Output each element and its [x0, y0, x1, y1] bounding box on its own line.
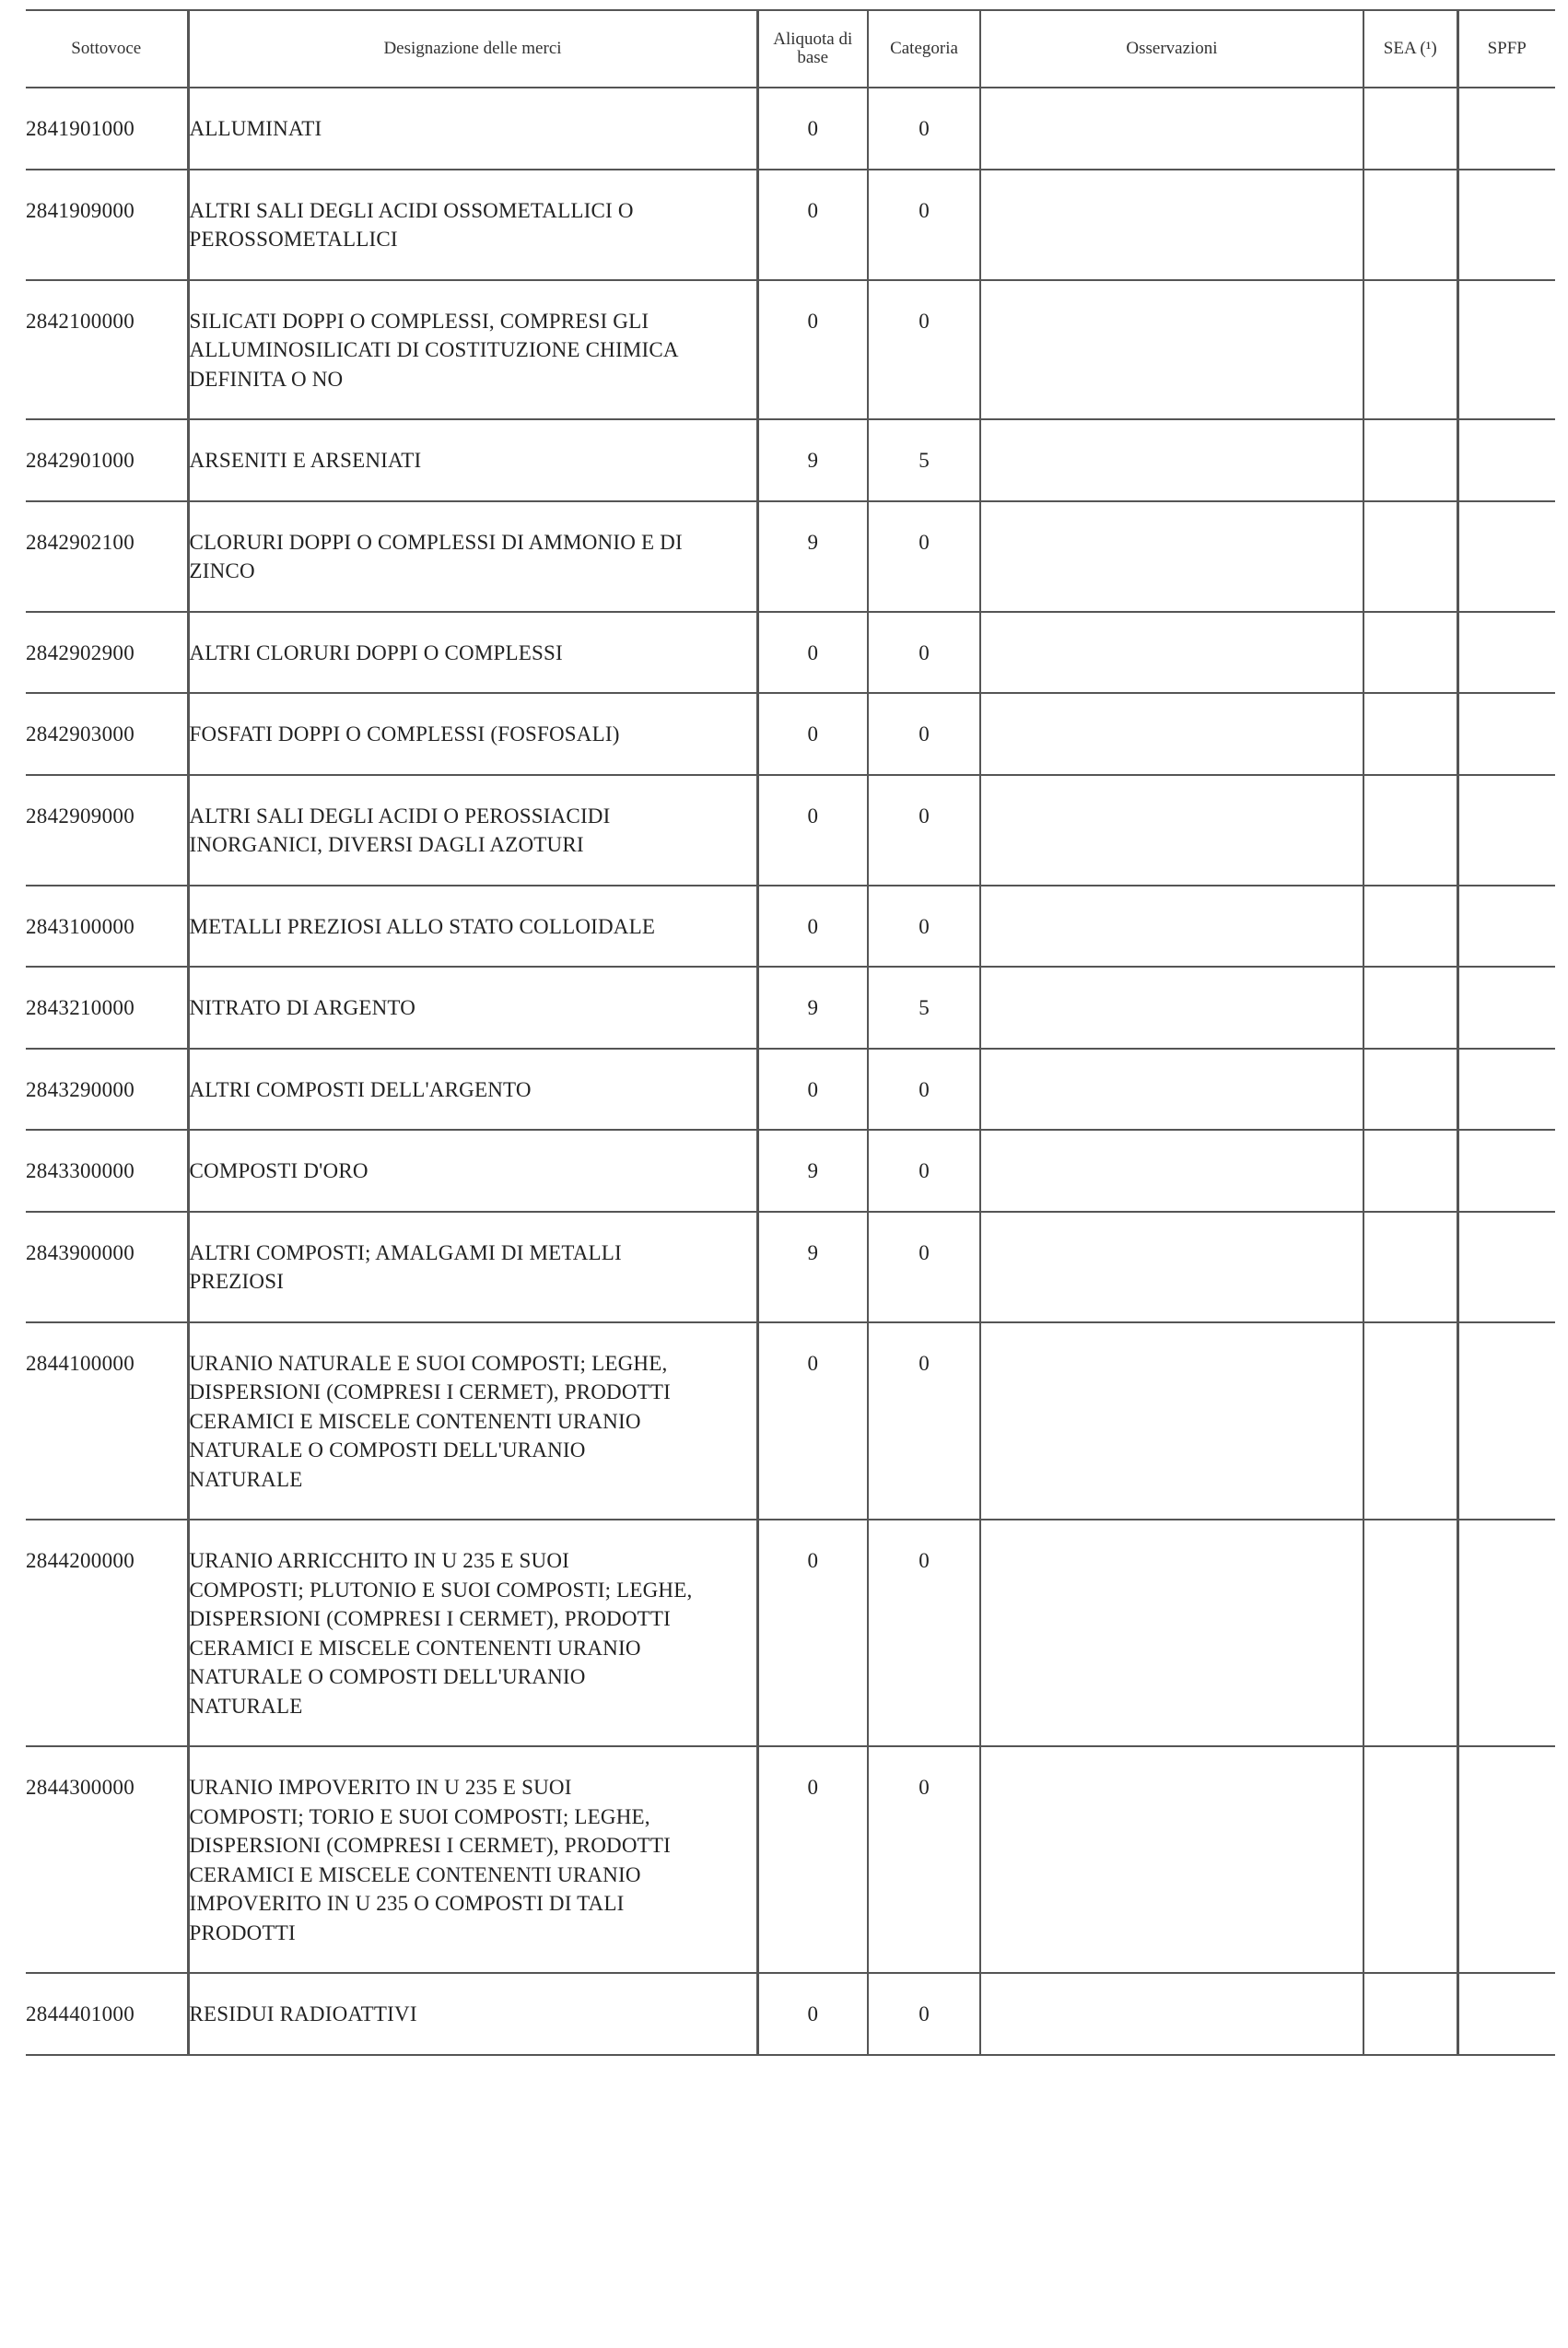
- cell-designazione: [188, 1520, 757, 1746]
- cell-aliquota: 0: [757, 170, 868, 280]
- cell-categoria: 5: [868, 419, 980, 501]
- cell-sottovoce: 2841909000: [26, 170, 188, 280]
- cell-sottovoce: 2844300000: [26, 1746, 188, 1973]
- cell-sea: [1363, 1520, 1457, 1746]
- cell-aliquota: 0: [757, 280, 868, 420]
- designazione-line: FOSFATI DOPPI O COMPLESSI (FOSFOSALI): [189, 722, 620, 745]
- cell-spfp: [1457, 1049, 1555, 1131]
- cell-spfp: [1457, 1520, 1555, 1746]
- cell-designazione: [188, 1973, 757, 2055]
- cell-osservazioni: [980, 1212, 1363, 1322]
- cell-categoria: 0: [868, 693, 980, 775]
- designazione-line: NATURALE: [189, 1467, 303, 1491]
- cell-sea: [1363, 1130, 1457, 1212]
- cell-designazione: [188, 280, 757, 420]
- table-row: [26, 170, 1555, 280]
- cell-sottovoce: 2843100000: [26, 886, 188, 968]
- cell-aliquota: 9: [757, 501, 868, 612]
- cell-osservazioni: [980, 170, 1363, 280]
- designazione-line: ARSENITI E ARSENIATI: [189, 449, 422, 472]
- cell-categoria: 0: [868, 1130, 980, 1212]
- cell-designazione: [188, 1746, 757, 1973]
- cell-categoria: 0: [868, 88, 980, 170]
- cell-designazione: [188, 1212, 757, 1322]
- designazione-line: METALLI PREZIOSI ALLO STATO COLLOIDALE: [189, 914, 656, 938]
- cell-spfp: [1457, 419, 1555, 501]
- cell-sea: [1363, 1322, 1457, 1520]
- cell-designazione: [188, 88, 757, 170]
- cell-aliquota: 0: [757, 612, 868, 694]
- cell-categoria: 0: [868, 1973, 980, 2055]
- cell-sea: [1363, 693, 1457, 775]
- header-aliquota-line1: Aliquota di: [773, 29, 853, 49]
- table-row: [26, 1973, 1555, 2055]
- header-spfp: SPFP: [1457, 10, 1555, 88]
- cell-designazione: [188, 886, 757, 968]
- header-sea: SEA (¹): [1363, 10, 1457, 88]
- cell-sea: [1363, 1746, 1457, 1973]
- cell-osservazioni: [980, 280, 1363, 420]
- header-designazione: Designazione delle merci: [188, 10, 757, 88]
- designazione-line: ALTRI COMPOSTI DELL'ARGENTO: [189, 1077, 532, 1101]
- cell-sottovoce: 2843290000: [26, 1049, 188, 1131]
- cell-sottovoce: 2842901000: [26, 419, 188, 501]
- cell-categoria: 0: [868, 612, 980, 694]
- cell-aliquota: 0: [757, 886, 868, 968]
- cell-osservazioni: [980, 612, 1363, 694]
- cell-aliquota: 0: [757, 1973, 868, 2055]
- tariff-table: [26, 9, 1555, 2056]
- designazione-line: URANIO IMPOVERITO IN U 235 E SUOI: [189, 1776, 572, 1799]
- cell-osservazioni: [980, 1973, 1363, 2055]
- cell-categoria: 0: [868, 1212, 980, 1322]
- designazione-line: URANIO NATURALE E SUOI COMPOSTI; LEGHE,: [189, 1351, 668, 1375]
- cell-spfp: [1457, 1322, 1555, 1520]
- cell-categoria: 0: [868, 886, 980, 968]
- cell-osservazioni: [980, 1322, 1363, 1520]
- designazione-line: CERAMICI E MISCELE CONTENENTI URANIO: [189, 1409, 641, 1433]
- cell-designazione: [188, 1049, 757, 1131]
- cell-spfp: [1457, 693, 1555, 775]
- table-row: [26, 612, 1555, 694]
- cell-aliquota: 0: [757, 693, 868, 775]
- cell-aliquota: 9: [757, 967, 868, 1049]
- cell-aliquota: 9: [757, 419, 868, 501]
- cell-osservazioni: [980, 693, 1363, 775]
- designazione-line: COMPOSTI D'ORO: [189, 1159, 369, 1182]
- cell-sea: [1363, 775, 1457, 886]
- table-row: [26, 967, 1555, 1049]
- table-row: [26, 886, 1555, 968]
- cell-designazione: [188, 419, 757, 501]
- cell-sea: [1363, 1049, 1457, 1131]
- designazione-line: ALLUMINATI: [189, 117, 322, 140]
- cell-sottovoce: 2842902900: [26, 612, 188, 694]
- table-row: [26, 1746, 1555, 1973]
- table-header-row: [26, 10, 1555, 88]
- cell-designazione: [188, 693, 757, 775]
- cell-categoria: 0: [868, 1746, 980, 1973]
- cell-designazione: [188, 1130, 757, 1212]
- table-row: [26, 501, 1555, 612]
- header-sottovoce: Sottovoce: [26, 10, 188, 88]
- designazione-line: IMPOVERITO IN U 235 O COMPOSTI DI TALI: [189, 1892, 625, 1915]
- designazione-line: ALTRI SALI DEGLI ACIDI OSSOMETALLICI O: [189, 198, 634, 222]
- cell-sea: [1363, 280, 1457, 420]
- designazione-line: ALTRI CLORURI DOPPI O COMPLESSI: [189, 640, 563, 664]
- designazione-line: COMPOSTI; PLUTONIO E SUOI COMPOSTI; LEGHE,: [189, 1578, 693, 1602]
- cell-designazione: [188, 1322, 757, 1520]
- designazione-line: PEROSSOMETALLICI: [189, 228, 398, 251]
- designazione-line: DISPERSIONI (COMPRESI I CERMET), PRODOTTI: [189, 1834, 672, 1857]
- header-aliquota-line2: base: [797, 48, 829, 67]
- cell-categoria: 0: [868, 1322, 980, 1520]
- cell-aliquota: 0: [757, 1049, 868, 1131]
- cell-spfp: [1457, 775, 1555, 886]
- cell-designazione: [188, 501, 757, 612]
- cell-categoria: 0: [868, 1520, 980, 1746]
- table-row: [26, 1049, 1555, 1131]
- designazione-line: URANIO ARRICCHITO IN U 235 E SUOI: [189, 1549, 570, 1572]
- cell-spfp: [1457, 280, 1555, 420]
- cell-aliquota: 0: [757, 88, 868, 170]
- table-row: [26, 419, 1555, 501]
- designazione-line: PRODOTTI: [189, 1920, 296, 1944]
- cell-sottovoce: 2842100000: [26, 280, 188, 420]
- cell-sea: [1363, 612, 1457, 694]
- cell-spfp: [1457, 88, 1555, 170]
- cell-spfp: [1457, 612, 1555, 694]
- cell-sea: [1363, 886, 1457, 968]
- cell-spfp: [1457, 886, 1555, 968]
- designazione-line: NITRATO DI ARGENTO: [189, 996, 416, 1019]
- cell-aliquota: 0: [757, 1322, 868, 1520]
- cell-spfp: [1457, 1973, 1555, 2055]
- cell-osservazioni: [980, 419, 1363, 501]
- cell-aliquota: 0: [757, 1520, 868, 1746]
- cell-osservazioni: [980, 88, 1363, 170]
- designazione-line: RESIDUI RADIOATTIVI: [189, 2002, 417, 2025]
- table-row: [26, 1130, 1555, 1212]
- cell-sottovoce: 2841901000: [26, 88, 188, 170]
- cell-designazione: [188, 775, 757, 886]
- table-body: [26, 88, 1555, 2055]
- cell-osservazioni: [980, 1520, 1363, 1746]
- cell-spfp: [1457, 170, 1555, 280]
- designazione-line: PREZIOSI: [189, 1270, 285, 1293]
- cell-osservazioni: [980, 775, 1363, 886]
- cell-osservazioni: [980, 1130, 1363, 1212]
- designazione-line: DISPERSIONI (COMPRESI I CERMET), PRODOTTI: [189, 1607, 672, 1630]
- table-row: [26, 1520, 1555, 1746]
- designazione-line: CLORURI DOPPI O COMPLESSI DI AMMONIO E DI: [189, 530, 683, 554]
- cell-categoria: 0: [868, 501, 980, 612]
- cell-aliquota: 9: [757, 1130, 868, 1212]
- cell-osservazioni: [980, 967, 1363, 1049]
- cell-spfp: [1457, 1130, 1555, 1212]
- table-row: [26, 775, 1555, 886]
- table-row: [26, 1212, 1555, 1322]
- table-row: [26, 88, 1555, 170]
- cell-designazione: [188, 170, 757, 280]
- cell-sottovoce: 2844100000: [26, 1322, 188, 1520]
- cell-sottovoce: 2844401000: [26, 1973, 188, 2055]
- cell-categoria: 5: [868, 967, 980, 1049]
- designazione-line: ALTRI COMPOSTI; AMALGAMI DI METALLI: [189, 1240, 622, 1264]
- cell-designazione: [188, 612, 757, 694]
- cell-categoria: 0: [868, 170, 980, 280]
- cell-sea: [1363, 419, 1457, 501]
- cell-categoria: 0: [868, 1049, 980, 1131]
- designazione-line: NATURALE O COMPOSTI DELL'URANIO: [189, 1665, 586, 1688]
- table-row: [26, 693, 1555, 775]
- header-osservazioni: Osservazioni: [980, 10, 1363, 88]
- cell-spfp: [1457, 1212, 1555, 1322]
- designazione-line: DISPERSIONI (COMPRESI I CERMET), PRODOTTI: [189, 1380, 672, 1403]
- cell-aliquota: 0: [757, 775, 868, 886]
- designazione-line: ALLUMINOSILICATI DI COSTITUZIONE CHIMICA: [189, 338, 679, 361]
- cell-sea: [1363, 501, 1457, 612]
- cell-sottovoce: 2842909000: [26, 775, 188, 886]
- cell-sea: [1363, 967, 1457, 1049]
- cell-spfp: [1457, 967, 1555, 1049]
- designazione-line: INORGANICI, DIVERSI DAGLI AZOTURI: [189, 833, 584, 856]
- designazione-line: SILICATI DOPPI O COMPLESSI, COMPRESI GLI: [189, 309, 649, 333]
- table-row: [26, 1322, 1555, 1520]
- cell-sottovoce: 2844200000: [26, 1520, 188, 1746]
- cell-categoria: 0: [868, 280, 980, 420]
- designazione-line: CERAMICI E MISCELE CONTENENTI URANIO: [189, 1636, 641, 1660]
- cell-sottovoce: 2843300000: [26, 1130, 188, 1212]
- cell-osservazioni: [980, 1049, 1363, 1131]
- designazione-line: CERAMICI E MISCELE CONTENENTI URANIO: [189, 1862, 641, 1886]
- cell-sea: [1363, 1973, 1457, 2055]
- cell-osservazioni: [980, 886, 1363, 968]
- cell-aliquota: 9: [757, 1212, 868, 1322]
- designazione-line: NATURALE O COMPOSTI DELL'URANIO: [189, 1438, 586, 1462]
- designazione-line: COMPOSTI; TORIO E SUOI COMPOSTI; LEGHE,: [189, 1804, 650, 1828]
- cell-osservazioni: [980, 1746, 1363, 1973]
- table-row: [26, 280, 1555, 420]
- cell-spfp: [1457, 501, 1555, 612]
- cell-designazione: [188, 967, 757, 1049]
- cell-sea: [1363, 170, 1457, 280]
- cell-sea: [1363, 1212, 1457, 1322]
- designazione-line: DEFINITA O NO: [189, 367, 344, 391]
- cell-sottovoce: 2842902100: [26, 501, 188, 612]
- header-aliquota: [757, 10, 868, 88]
- designazione-line: NATURALE: [189, 1694, 303, 1718]
- cell-categoria: 0: [868, 775, 980, 886]
- designazione-line: ZINCO: [189, 559, 255, 582]
- cell-sottovoce: 2843210000: [26, 967, 188, 1049]
- cell-aliquota: 0: [757, 1746, 868, 1973]
- cell-sottovoce: 2842903000: [26, 693, 188, 775]
- cell-osservazioni: [980, 501, 1363, 612]
- cell-sea: [1363, 88, 1457, 170]
- cell-sottovoce: 2843900000: [26, 1212, 188, 1322]
- header-categoria: Categoria: [868, 10, 980, 88]
- cell-spfp: [1457, 1746, 1555, 1973]
- designazione-line: ALTRI SALI DEGLI ACIDI O PEROSSIACIDI: [189, 804, 611, 828]
